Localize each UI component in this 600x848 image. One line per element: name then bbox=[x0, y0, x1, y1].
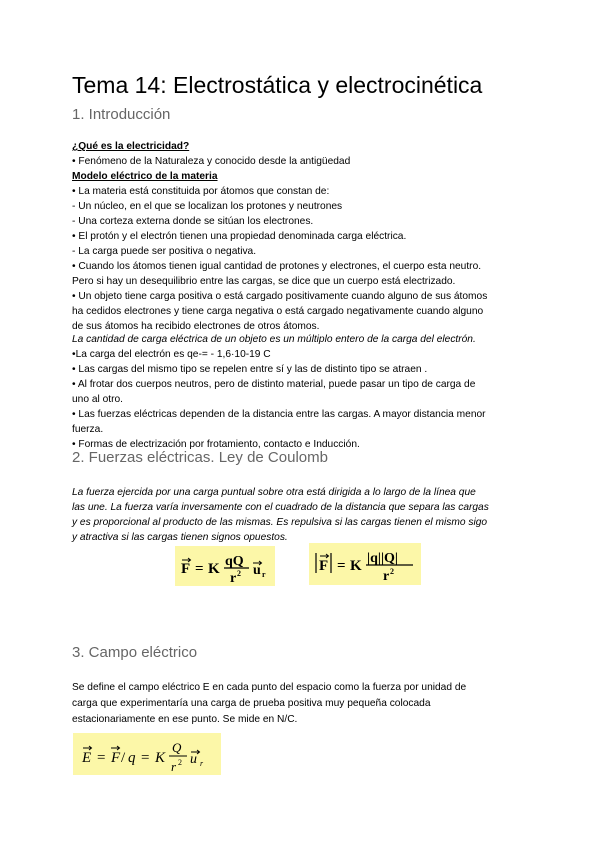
numerator: |q||Q| bbox=[367, 551, 399, 566]
coulomb-text-line: y atractiva si las cargas tienen signos opuestos. bbox=[72, 532, 288, 543]
force-symbol: F bbox=[319, 558, 329, 574]
exponent: 2 bbox=[237, 569, 241, 578]
exponent: 2 bbox=[178, 758, 182, 767]
text-line: Pero si hay un desequilibrio entre las cargas, se dice que un cuerpo está electrizado. bbox=[72, 276, 456, 287]
unit-vector: u bbox=[190, 752, 197, 767]
section-2-heading: 2. Fuerzas eléctricas. Ley de Coulomb bbox=[72, 449, 328, 466]
exponent: 2 bbox=[390, 567, 394, 576]
coulomb-modulus-formula bbox=[309, 543, 421, 585]
equals-sign: = bbox=[337, 558, 346, 574]
text-line: uno al otro. bbox=[72, 394, 123, 405]
text-line: • Un objeto tiene carga positiva o está cargado positivamente cuando alguno de sus átomos bbox=[72, 291, 488, 302]
text-line: • Cuando los átomos tienen igual cantidad de protones y electrones, el cuerpo esta neutro. bbox=[72, 261, 482, 272]
force-symbol: F bbox=[111, 750, 121, 766]
subscript: r bbox=[262, 570, 266, 579]
field-text-line: estacionariamente en ese punto. Se mide en N/C. bbox=[72, 714, 298, 725]
coulomb-vector-formula bbox=[175, 546, 275, 586]
subscript: r bbox=[200, 759, 204, 768]
numerator: qQ bbox=[225, 554, 244, 569]
text-line: • Las fuerzas eléctricas dependen de la distancia entre las cargas. A mayor distancia menor bbox=[72, 409, 486, 420]
text-line: fuerza. bbox=[72, 424, 104, 435]
text-line: • La materia está constituida por átomos que constan de: bbox=[72, 186, 330, 197]
text-line: • El protón y el electrón tienen una propiedad denominada carga eléctrica. bbox=[72, 231, 407, 242]
denominator: r bbox=[171, 759, 177, 774]
constant-k: K bbox=[350, 558, 362, 574]
unit-vector: u bbox=[253, 563, 261, 578]
text-line: ha cedidos electrones y tiene carga negativa o está cargado negativamente cuando alguno bbox=[72, 306, 484, 317]
text-line: de sus átomos ha recibido electrones de otros átomos. bbox=[72, 321, 320, 332]
text-line: • Al frotar dos cuerpos neutros, pero de distinto material, puede pasar un tipo de carga de bbox=[72, 379, 476, 390]
slash: / bbox=[121, 750, 126, 766]
constant-k: K bbox=[208, 561, 220, 577]
denominator: r bbox=[230, 571, 237, 586]
charge-symbol: q bbox=[128, 750, 136, 766]
italic-note: La cantidad de carga eléctrica de un objeto es un múltiplo entero de la carga del electrón. bbox=[72, 334, 476, 345]
force-symbol: F bbox=[181, 561, 191, 577]
section-3-heading: 3. Campo eléctrico bbox=[72, 644, 198, 661]
section-1-heading: 1. Introducción bbox=[72, 106, 171, 123]
numerator: Q bbox=[172, 740, 182, 755]
question-heading: ¿Qué es la electricidad? bbox=[72, 141, 190, 152]
field-text-line: carga que experimentaría una carga de prueba positiva muy pequeña colocada bbox=[72, 698, 431, 709]
field-symbol: E bbox=[82, 750, 92, 766]
text-line: • Las cargas del mismo tipo se repelen entre sí y las de distinto tipo se atraen . bbox=[72, 364, 428, 375]
text-line: •La carga del electrón es qe-= - 1,6·10-19 C bbox=[72, 349, 271, 360]
text-line: - La carga puede ser positiva o negativa. bbox=[72, 246, 257, 257]
page-title: Tema 14: Electrostática y electrocinética bbox=[72, 72, 483, 98]
electric-field-formula bbox=[73, 733, 221, 775]
equals-sign: = bbox=[195, 561, 204, 577]
text-line: • Fenómeno de la Naturaleza y conocido desde la antigüedad bbox=[72, 156, 351, 167]
constant-k: K bbox=[155, 750, 166, 766]
coulomb-text-line: y es proporcional al producto de las mismas. Es repulsiva si las cargas tienen el mismo sigo bbox=[72, 517, 488, 528]
denominator: r bbox=[383, 569, 390, 584]
field-text-line: Se define el campo eléctrico E en cada punto del espacio como la fuerza por unidad de bbox=[72, 682, 467, 693]
equals-sign: = bbox=[97, 750, 106, 766]
text-line: - Un núcleo, en el que se localizan los protones y neutrones bbox=[72, 201, 343, 212]
coulomb-text-line: La fuerza ejercida por una carga puntual sobre otra está dirigida a lo largo de la línea que bbox=[72, 487, 476, 498]
coulomb-text-line: las une. La fuerza varía inversamente con el cuadrado de la distancia que separa las cargas bbox=[72, 502, 489, 513]
equals-sign: = bbox=[141, 750, 150, 766]
model-heading: Modelo eléctrico de la materia bbox=[72, 171, 218, 182]
text-line: - Una corteza externa donde se sitúan los electrones. bbox=[72, 216, 314, 227]
text-line: • Formas de electrización por frotamiento, contacto e Inducción. bbox=[72, 439, 360, 450]
